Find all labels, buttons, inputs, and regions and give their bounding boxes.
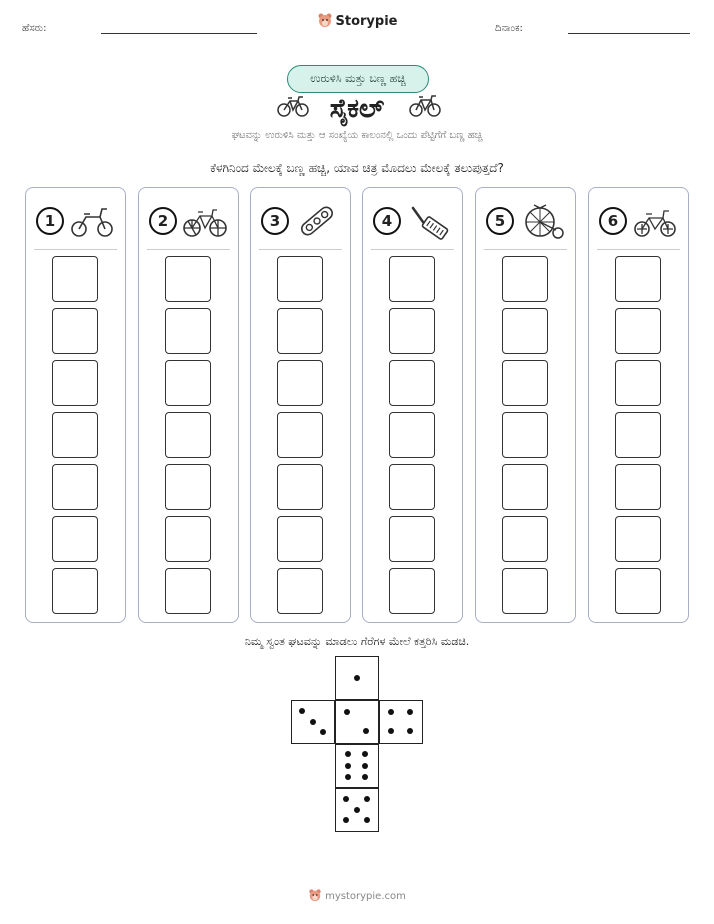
color-box[interactable]	[615, 308, 661, 354]
color-box[interactable]	[502, 464, 548, 510]
column-divider	[34, 249, 117, 250]
column-6	[588, 187, 689, 623]
subtitle: ಘಟವನ್ನು ಉರುಳಿಸಿ ಮತ್ತು ಆ ಸಂಖ್ಯೆಯ ಕಾಲಂನಲ್ಲಿ ಒಂದು ಪೆಟ್ಟಿಗೆಗೆ ಬಣ್ಣ ಹಚ್ಚಿ	[231, 130, 483, 141]
die-pip	[362, 751, 368, 757]
column-number: 6	[599, 207, 627, 235]
column-divider	[597, 249, 680, 250]
color-box[interactable]	[277, 516, 323, 562]
color-box[interactable]	[502, 308, 548, 354]
column-4	[362, 187, 463, 623]
die-pip	[362, 763, 368, 769]
color-box[interactable]	[502, 412, 548, 458]
balance-bike-icon	[70, 202, 114, 240]
storypie-bear-icon	[317, 12, 333, 28]
color-box[interactable]	[52, 360, 98, 406]
color-box[interactable]	[165, 360, 211, 406]
die-pip	[388, 709, 394, 715]
color-box[interactable]	[52, 308, 98, 354]
color-box[interactable]	[502, 568, 548, 614]
penny-farthing-icon	[520, 202, 564, 240]
color-box[interactable]	[615, 256, 661, 302]
color-box[interactable]	[615, 412, 661, 458]
column-5	[475, 187, 576, 623]
column-number: 1	[36, 207, 64, 235]
color-box[interactable]	[389, 360, 435, 406]
die-pip	[343, 796, 349, 802]
die-pip	[345, 751, 351, 757]
page-title: ಸೈಕಲ್	[329, 94, 385, 124]
name-line	[101, 33, 257, 34]
brand-logo	[0, 12, 714, 29]
date-label: ದಿನಾಂಕ:	[495, 23, 523, 34]
die-pip	[310, 719, 316, 725]
column-divider	[484, 249, 567, 250]
die-pip	[407, 728, 413, 734]
color-box[interactable]	[389, 308, 435, 354]
column-number: 4	[373, 207, 401, 235]
color-box[interactable]	[52, 568, 98, 614]
color-box[interactable]	[277, 360, 323, 406]
die-face-2	[335, 700, 379, 744]
bike-chain-icon	[295, 202, 339, 240]
die-face-4	[379, 700, 423, 744]
color-box[interactable]	[389, 412, 435, 458]
color-box[interactable]	[52, 464, 98, 510]
color-box[interactable]	[165, 568, 211, 614]
die-pip	[320, 729, 326, 735]
column-2	[138, 187, 239, 623]
color-box[interactable]	[502, 516, 548, 562]
color-box[interactable]	[389, 256, 435, 302]
color-box[interactable]	[502, 256, 548, 302]
die-pip	[345, 774, 351, 780]
die-pip	[362, 774, 368, 780]
color-box[interactable]	[52, 256, 98, 302]
bicycle-icon	[183, 202, 227, 240]
storypie-bear-icon	[308, 888, 322, 902]
die-pip	[344, 709, 350, 715]
color-box[interactable]	[277, 464, 323, 510]
bicycle-icon	[408, 93, 442, 119]
brand-name: Storypie	[335, 14, 398, 29]
color-box[interactable]	[389, 516, 435, 562]
column-number: 2	[149, 207, 177, 235]
column-divider	[259, 249, 342, 250]
die-pip	[363, 728, 369, 734]
color-box[interactable]	[52, 516, 98, 562]
die-pip	[343, 817, 349, 823]
kids-bike-icon	[633, 202, 677, 240]
die-face-6	[335, 744, 379, 788]
die-pip	[407, 709, 413, 715]
column-1	[25, 187, 126, 623]
color-box[interactable]	[615, 464, 661, 510]
die-face-1	[335, 656, 379, 700]
color-box[interactable]	[165, 464, 211, 510]
die-face-5	[335, 788, 379, 832]
footer	[0, 888, 714, 902]
color-box[interactable]	[615, 360, 661, 406]
die-pip	[354, 675, 360, 681]
color-box[interactable]	[615, 568, 661, 614]
die-pip	[364, 796, 370, 802]
activity-pill: ಉರುಳಿಸಿ ಮತ್ತು ಬಣ್ಣ ಹಚ್ಚಿ	[287, 65, 429, 93]
color-box[interactable]	[165, 256, 211, 302]
name-label: ಹೆಸರು:	[22, 23, 47, 34]
bike-pedal-icon	[407, 202, 451, 240]
die-pip	[345, 763, 351, 769]
color-box[interactable]	[165, 516, 211, 562]
die-pip	[364, 817, 370, 823]
die-instruction: ನಿಮ್ಮ ಸ್ವಂತ ಘಟವನ್ನು ಮಾಡಲು ಗೆರೆಗಳ ಮೇಲೆ ಕತ್ತರಿಸಿ ಮಡಚಿ.	[244, 635, 470, 648]
column-3	[250, 187, 351, 623]
footer-url: mystorypie.com	[325, 891, 406, 902]
column-divider	[371, 249, 454, 250]
color-box[interactable]	[389, 464, 435, 510]
color-box[interactable]	[502, 360, 548, 406]
column-number: 3	[261, 207, 289, 235]
color-box[interactable]	[277, 568, 323, 614]
color-box[interactable]	[165, 412, 211, 458]
color-box[interactable]	[52, 412, 98, 458]
color-box[interactable]	[615, 516, 661, 562]
date-line	[568, 33, 690, 34]
column-number: 5	[486, 207, 514, 235]
color-box[interactable]	[277, 256, 323, 302]
column-divider	[147, 249, 230, 250]
color-box[interactable]	[389, 568, 435, 614]
color-box[interactable]	[165, 308, 211, 354]
die-pip	[354, 807, 360, 813]
color-box[interactable]	[277, 308, 323, 354]
die-face-3	[291, 700, 335, 744]
die-pip	[299, 708, 305, 714]
question-text: ಕೆಳಗಿನಿಂದ ಮೇಲಕ್ಕೆ ಬಣ್ಣ ಹಚ್ಚಿ, ಯಾವ ಚಿತ್ರ ಮೊದಲು ಮೇಲಕ್ಕೆ ತಲುಪುತ್ತದೆ?	[210, 161, 504, 175]
color-box[interactable]	[277, 412, 323, 458]
die-pip	[388, 728, 394, 734]
